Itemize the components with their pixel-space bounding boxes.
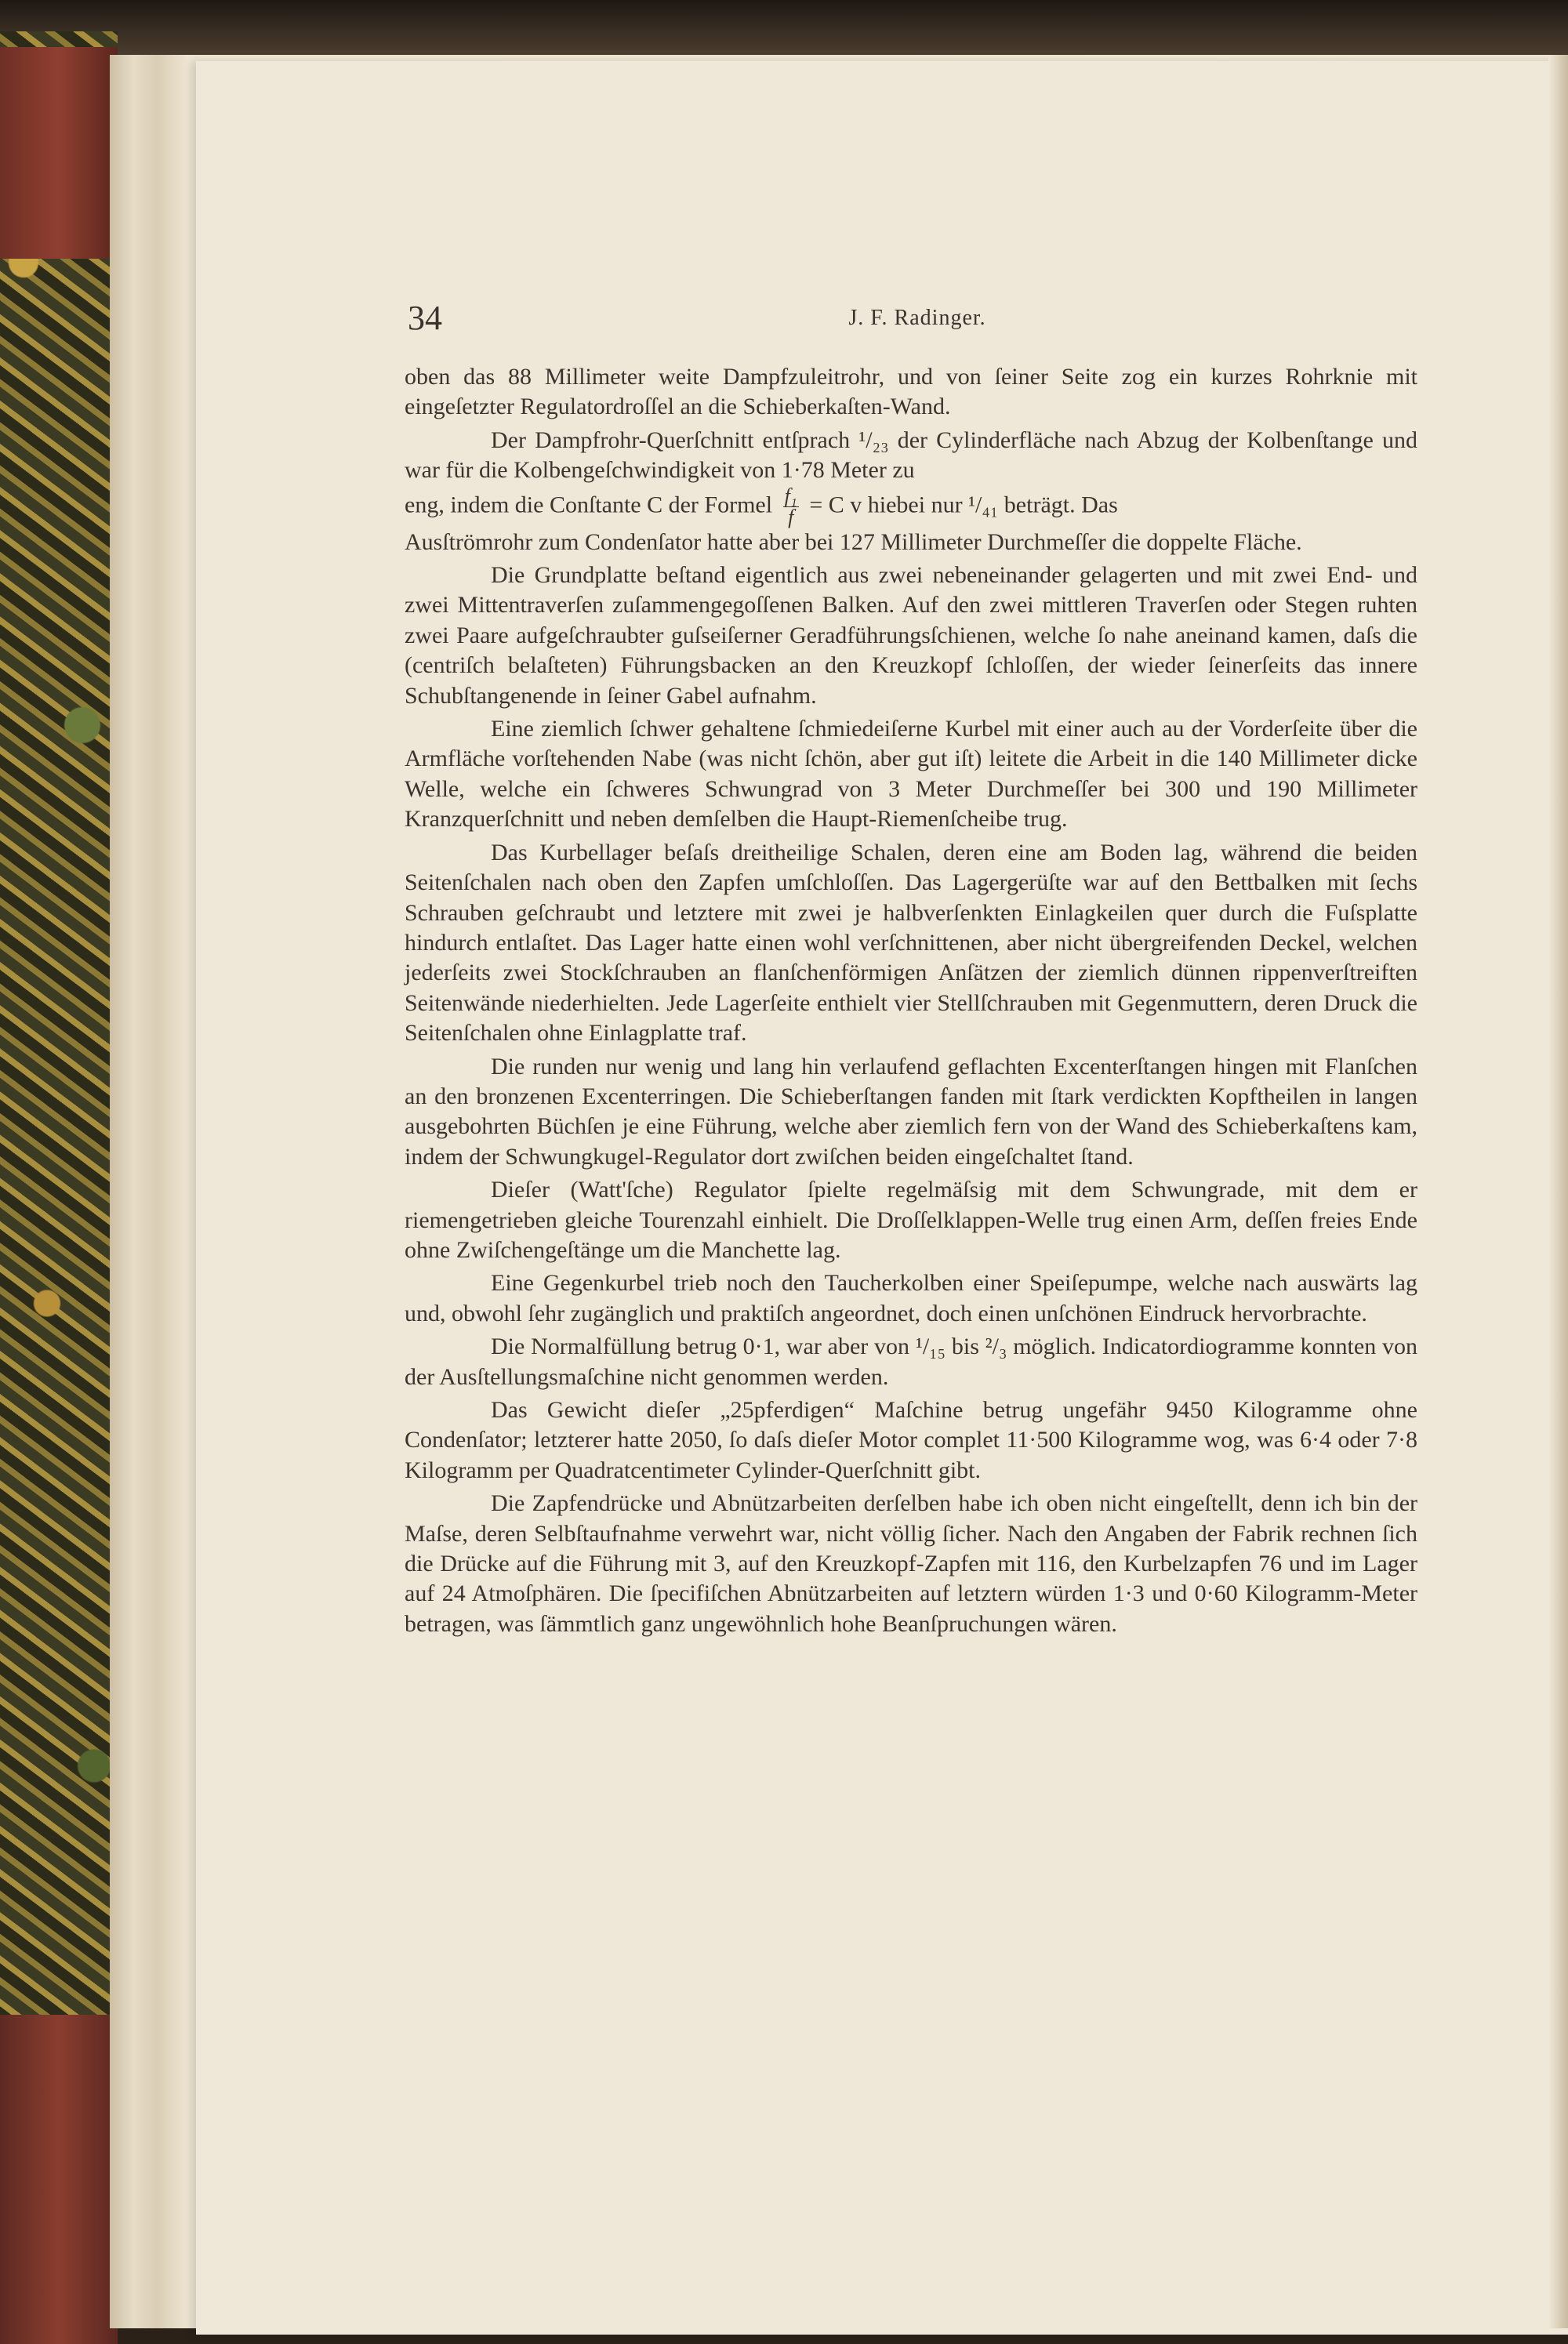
book-spine-lower: [0, 2015, 118, 2344]
fraction-denominator: f: [788, 505, 794, 528]
page-header: [408, 298, 1427, 337]
paragraph: Die runden nur wenig und lang hin verlaufend geflachten Excenterſtangen hingen mit Flanſchen an den bronzenen Excenterringen. Die Schieberſtangen fanden mit ſtark verdickten Kopftheilen in langen ausgebohrten Büchſen je eine Führung, welche aber ziemlich fern von der Wand des Schieberkaſtens kam, indem der Schwungkugel-Regulator dort zwiſchen beiden eingeſchaltet ſtand.: [405, 1053, 1417, 1170]
paragraph: Das Gewicht dieſer „25pferdigen“ Maſchine betrug ungefähr 9450 Kilogramme ohne Condenſator; letzterer hatte 2050, ſo daſs dieſer Motor complet 11·500 Kilogramme wog, was 6·4 oder 7·8 Kilogramm per Quadratcentimeter Cylinder-Querſchnitt gibt.: [405, 1397, 1417, 1483]
body-text: [405, 362, 1417, 1639]
book-cover-top: [0, 0, 1568, 55]
paragraph: Die Normalfüllung betrug 0·1, war aber von ¹/₁₅ bis ²/₃ möglich. Indicatordiogramme konnten von der Ausſtellungsmaſchine nicht genommen werden.: [405, 1333, 1417, 1390]
paragraph: Eine Gegenkurbel trieb noch den Taucherkolben einer Speiſepumpe, welche nach auswärts lag und, obwohl ſehr zugänglich und praktiſch angeordnet, doch einen unſchönen Eindruck hervorbrachte.: [405, 1270, 1417, 1326]
book-spine-upper: [0, 47, 118, 259]
formula-fraction: [783, 486, 799, 528]
formula-text-after: = C v hiebei nur ¹/₄₁ beträgt. Das: [809, 492, 1118, 518]
paragraph: Die Zapfendrücke und Abnützarbeiten derſelben habe ich oben nicht eingeſtellt, denn ich bin der Maſse, deren Selbſtaufnahme verwehrt war, nicht völlig ſicher. Nach den Angaben der Fabrik rechnen ſich die Drücke auf die Führung mit 3, auf den Kreuzkopf-Zapfen mit 116, den Kurbelzapfen 76 und im Lager auf 24 Atmoſphären. Die ſpecifiſchen Abnützarbeiten auf letztern würden 1·3 und 0·60 Kilogramm-Meter betragen, was ſämmtlich ganz ungewöhnlich hohe Beanſpruchungen wären.: [405, 1490, 1417, 1637]
formula-text-before: eng, indem die Conſtante C der Formel: [405, 492, 773, 518]
marbled-endpaper: [0, 31, 118, 2344]
running-head: J. F. Radinger.: [848, 306, 986, 330]
page-edge-right: [1548, 55, 1568, 2328]
paragraph: [405, 426, 1417, 486]
paragraph: Dieſer (Watt'ſche) Regulator ſpielte regelmäſsig mit dem Schwungrade, mit dem er riemengetrieben gleiche Tourenzahl einhielt. Die Droſſelklappen-Welle trug einen Arm, deſſen freies Ende ohne Zwiſchengeſtänge um die Manchette lag.: [405, 1177, 1417, 1263]
fraction-numerator: f₁: [784, 484, 797, 507]
paragraph: Ausſtrömrohr zum Condenſator hatte aber bei 127 Millimeter Durchmeſſer die doppelte Fläche.: [405, 528, 1302, 555]
paragraph: oben das 88 Millimeter weite Dampfzuleitrohr, und von ſeiner Seite zog ein kurzes Rohrknie mit eingeſetzter Regulatordroſſel an die Schieberkaſten-Wand.: [405, 364, 1417, 420]
page-number: 34: [408, 299, 442, 337]
formula-line: [405, 486, 1417, 528]
paragraph-text: Der Dampfrohr-Querſchnitt entſprach ¹/₂₃ der Cylinderfläche nach Abzug der Kolbenſtange und war für die Kolbengeſchwindigkeit von 1·78 Meter zu: [405, 426, 1417, 484]
paragraph: Die Grundplatte beſtand eigentlich aus zwei nebeneinander gelagerten und mit zwei End- und zwei Mittentraverſen zuſammengegoſſenen Balken. Auf den zwei mittleren Traverſen oder Stegen ruhten zwei Paare aufgeſchraubter guſseiſerner Geradführungsſchienen, welche ſo nahe aneinand kamen, daſs die (centriſch belaſteten) Führungsbacken an den Kreuzkopf ſchloſſen, der wieder ſeinerſeits das innere Schubſtangenende in ſeiner Gabel aufnahm.: [405, 562, 1417, 709]
paragraph: Das Kurbellager beſaſs dreitheilige Schalen, deren eine am Boden lag, während die beiden Seitenſchalen nach oben den Zapfen umſchloſſen. Das Lagergerüſte war auf den Bettbalken mit ſechs Schrauben geſchraubt und letztere mit zwei je halbverſenkten Einlagkeilen quer durch die Fuſsplatte hindurch entlaſtet. Das Lager hatte einen wohl verſchnittenen, aber nicht übergreifenden Deckel, welchen jederſeits zwei Stockſchrauben an flanſchenförmigen Anſätzen der ziemlich dünnen rippenverſtreiften Seitenwände niederhielten. Jede Lagerſeite enthielt vier Stellſchrauben mit Gegenmuttern, deren Druck die Seitenſchalen ohne Einlagplatte traf.: [405, 839, 1417, 1047]
paragraph: Eine ziemlich ſchwer gehaltene ſchmiedeiſerne Kurbel mit einer auch au der Vorderſeite über die Armfläche vorſtehenden Nabe (was nicht ſchön, aber gut iſt) leitete die Arbeit in die 140 Millimeter dicke Welle, welche ein ſchweres Schwungrad von 3 Meter Durchmeſſer bei 300 und 190 Millimeter Kranzquerſchnitt und neben demſelben die Haupt-Riemenſcheibe trug.: [405, 716, 1417, 833]
